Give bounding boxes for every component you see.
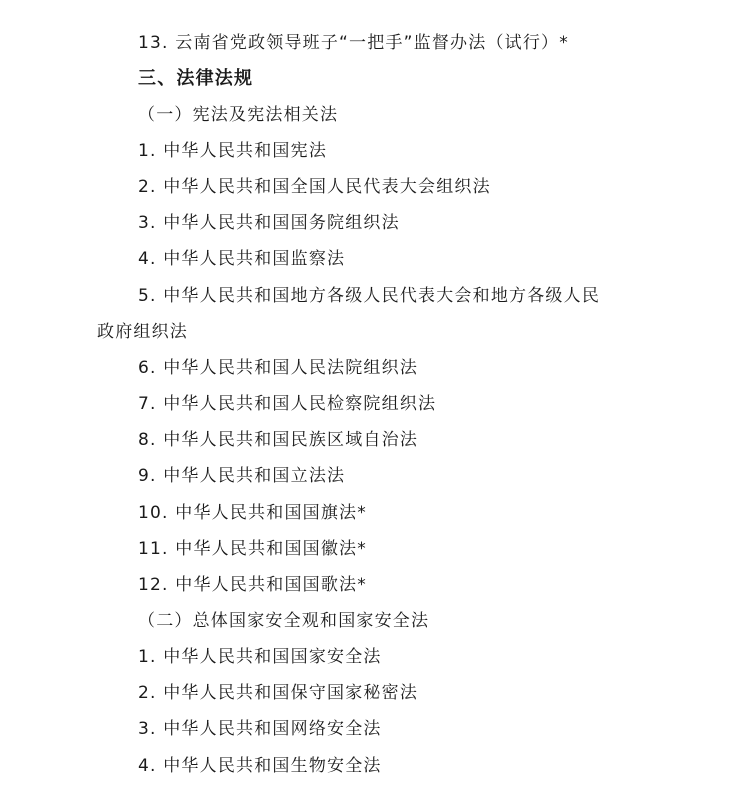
list-item: 6. 中华人民共和国人民法院组织法 xyxy=(138,358,419,378)
list-item: 4. 中华人民共和国监察法 xyxy=(138,249,346,269)
list-item: 12. 中华人民共和国国歌法* xyxy=(138,575,367,595)
list-item: 1. 中华人民共和国宪法 xyxy=(138,141,328,161)
list-item: 10. 中华人民共和国国旗法* xyxy=(138,503,367,523)
list-item: 3. 中华人民共和国国务院组织法 xyxy=(138,213,400,233)
list-item-continuation: 政府组织法 xyxy=(97,322,188,342)
list-item: 1. 中华人民共和国国家安全法 xyxy=(138,647,382,667)
list-item: 2. 中华人民共和国保守国家秘密法 xyxy=(138,683,419,703)
list-item: 3. 中华人民共和国网络安全法 xyxy=(138,719,382,739)
list-item: 8. 中华人民共和国民族区域自治法 xyxy=(138,430,419,450)
list-item: 4. 中华人民共和国生物安全法 xyxy=(138,756,382,776)
list-item: 5. 中华人民共和国地方各级人民代表大会和地方各级人民 xyxy=(138,286,601,306)
list-item: 2. 中华人民共和国全国人民代表大会组织法 xyxy=(138,177,491,197)
subsection-heading: （一）宪法及宪法相关法 xyxy=(138,105,339,125)
list-item: 13. 云南省党政领导班子“一把手”监督办法（试行）* xyxy=(138,33,569,53)
subsection-heading: （二）总体国家安全观和国家安全法 xyxy=(138,611,430,631)
list-item: 11. 中华人民共和国国徽法* xyxy=(138,539,367,559)
list-item: 9. 中华人民共和国立法法 xyxy=(138,466,346,486)
section-heading: 三、法律法规 xyxy=(138,68,254,89)
list-item: 7. 中华人民共和国人民检察院组织法 xyxy=(138,394,437,414)
